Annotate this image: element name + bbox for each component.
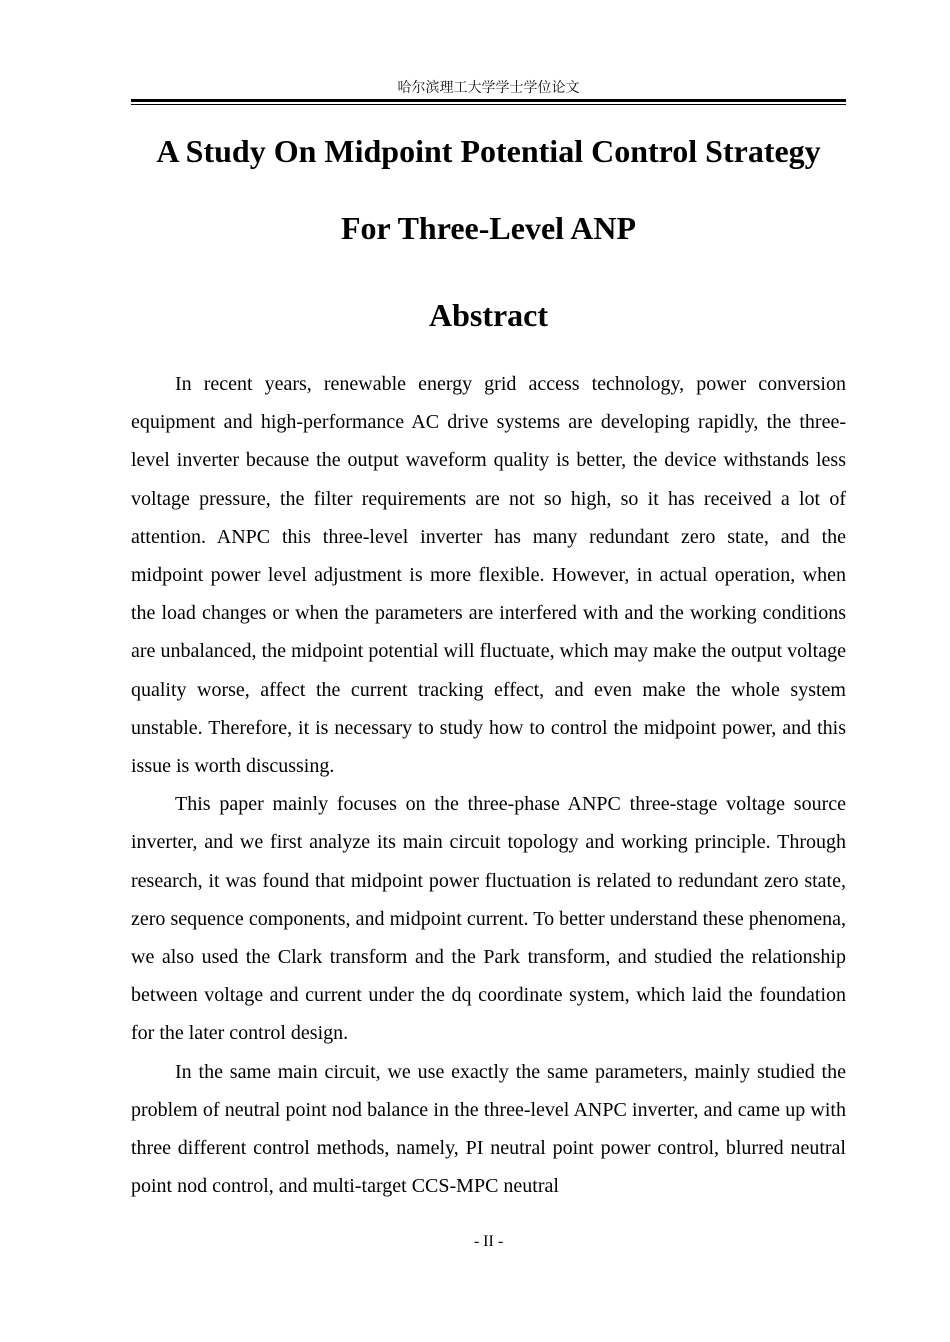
header-rule-thin — [131, 104, 846, 105]
abstract-body — [131, 365, 846, 1205]
abstract-paragraph: This paper mainly focuses on the three-phase ANPC three-stage voltage source inverter, and we first analyze its main circuit topology and working principle. Through research, it was found that midpoint power fluctuation is related to redundant zero state, zero sequence components, and midpoint current. To better understand these phenomena, we also used the Clark transform and the Park transform, and studied the relationship between voltage and current under the dq coordinate system, which laid the foundation for the later control design. — [131, 793, 846, 1045]
running-header: 哈尔滨理工大学学士学位论文 — [397, 80, 580, 96]
header-rule-thick — [131, 99, 846, 102]
paper-title-line-2: For Three-Level ANP — [340, 210, 637, 246]
paper-title-line-1: A Study On Midpoint Potential Control Strategy — [156, 133, 821, 169]
abstract-paragraph: In recent years, renewable energy grid access technology, power conversion equipment and high-performance AC drive systems are developing rapidly, the three-level inverter because the output waveform quality is better, the device withstands less voltage pressure, the filter requirements are not so high, so it has received a lot of attention. ANPC this three-level inverter has many redundant zero state, and the midpoint power level adjustment is more flexible. However, in actual operation, when the load changes or when the parameters are interfered with and the working conditions are unbalanced, the midpoint potential will fluctuate, which may make the output voltage quality worse, affect the current tracking effect, and even make the whole system unstable. Therefore, it is necessary to study how to control the midpoint power, and this issue is worth discussing. — [131, 373, 846, 778]
page-number: - II - — [473, 1233, 504, 1250]
abstract-heading: Abstract — [428, 297, 549, 333]
abstract-paragraph: In the same main circuit, we use exactly the same parameters, mainly studied the problem of neutral point nod balance in the three-level ANPC inverter, and came up with three different control methods, namely, PI neutral point power control, blurred neutral point nod control, and multi-target CCS-MPC neutral — [131, 1060, 846, 1198]
